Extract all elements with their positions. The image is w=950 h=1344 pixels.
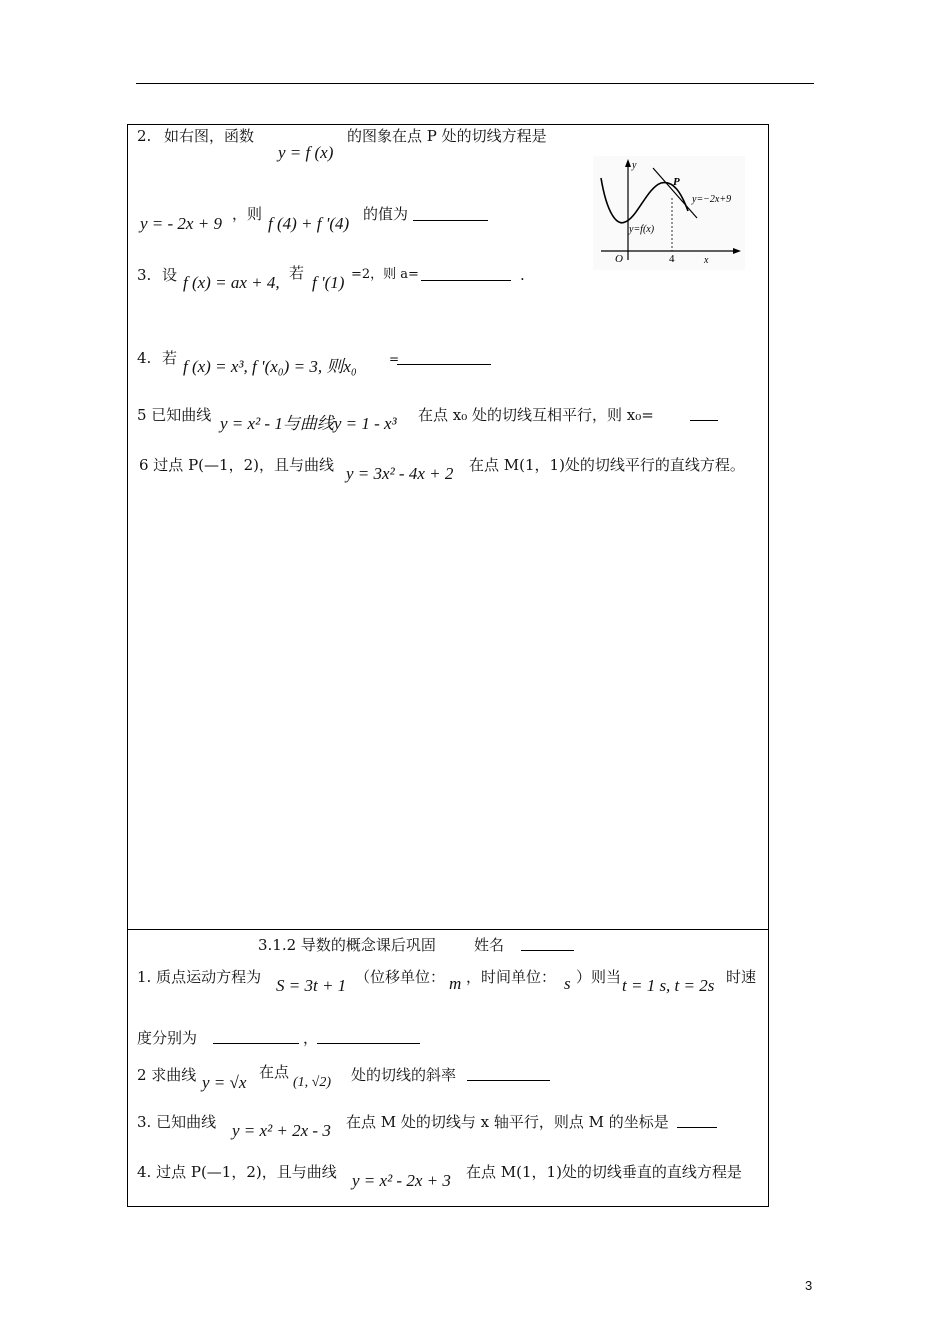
figure-x-axis-label: x: [704, 255, 709, 266]
p1-comma: ，: [303, 1029, 319, 1047]
header-rule: [136, 83, 814, 84]
p4-text1: 4. 过点 P(—1，2)，且与曲线: [137, 1163, 337, 1181]
q4-answer-blank[interactable]: [397, 350, 491, 365]
figure-curve-label: y=f(x): [629, 224, 655, 235]
q5-text2: 在点 x₀ 处的切线互相平行，则 x₀=: [418, 406, 654, 424]
p1-formula-motion: S = 3t + 1: [276, 976, 347, 995]
p2-text3: 处的切线的斜率: [351, 1066, 457, 1084]
q3-formula-derivative: f '(1): [312, 273, 345, 292]
p2-answer-blank[interactable]: [467, 1066, 550, 1081]
p2-text1: 2 求曲线: [137, 1066, 197, 1084]
q2-text4: 的值为: [363, 205, 409, 223]
q3-text2: 若: [289, 264, 305, 282]
figure-point-label: P: [673, 176, 680, 188]
q3-answer-blank[interactable]: [421, 266, 511, 281]
q2-answer-blank[interactable]: [413, 206, 488, 221]
figure-tangent-label: y=−2x+9: [692, 194, 732, 205]
q2-text1: 如右图，函数: [164, 127, 255, 145]
page-number: 3: [805, 1278, 813, 1293]
figure-y-axis-label: y: [632, 160, 637, 171]
function-graph-figure: [593, 156, 745, 270]
p1-text4: ）则当: [576, 968, 622, 986]
p1-answer-blank-1[interactable]: [213, 1029, 299, 1044]
q2-formula-function: y = f (x): [278, 143, 334, 162]
p3-answer-blank[interactable]: [677, 1113, 717, 1128]
p1-line2-text: 度分别为: [137, 1029, 198, 1047]
q2-number: 2.: [137, 127, 152, 145]
q6-formula: y = 3x² - 4x + 2: [346, 464, 454, 483]
q5-answer-blank[interactable]: [690, 406, 718, 421]
p2-formula-point: (1, √2): [293, 1075, 332, 1090]
q3-text1: 设: [162, 266, 178, 284]
p2-text2: 在点: [259, 1063, 290, 1081]
p4-text2: 在点 M(1，1)处的切线垂直的直线方程是: [466, 1163, 742, 1181]
p1-unit-m: m: [449, 974, 462, 993]
q3-text3: =2，则 a=: [351, 267, 419, 282]
q3-number: 3.: [137, 266, 152, 284]
q3-formula-function: f (x) = ax + 4,: [183, 273, 280, 292]
p3-text1: 3. 已知曲线: [137, 1113, 217, 1131]
p1-unit-s: s: [564, 974, 571, 993]
p1-text2: （位移单位：: [355, 968, 446, 986]
q3-period: .: [520, 266, 525, 284]
q4-number: 4.: [137, 349, 152, 367]
p3-text2: 在点 M 处的切线与 x 轴平行，则点 M 的坐标是: [346, 1113, 669, 1131]
q5-formula: y = x² - 1与曲线y = 1 - x³: [220, 414, 397, 433]
q4-text1: 若: [162, 349, 178, 367]
q2-text2: 的图象在点 P 处的切线方程是: [347, 127, 547, 145]
p1-answer-blank-2[interactable]: [317, 1029, 420, 1044]
figure-x-tick-label: 4: [669, 253, 675, 265]
p2-formula-curve: y = √x: [202, 1073, 247, 1092]
q2-formula-sum: f (4) + f '(4): [268, 214, 350, 233]
q4-equals: =: [389, 352, 400, 366]
p1-text1: 1. 质点运动方程为: [137, 968, 262, 986]
p1-formula-times: t = 1 s, t = 2s: [622, 976, 715, 995]
q2-formula-tangent: y = - 2x + 9: [140, 214, 222, 233]
q2-text3: ，则: [232, 205, 263, 223]
p4-formula: y = x² - 2x + 3: [352, 1171, 451, 1190]
p1-text3: ，时间单位：: [466, 968, 557, 986]
p1-text5: 时速: [726, 968, 757, 986]
figure-origin-label: O: [615, 253, 623, 265]
q5-text1: 5 已知曲线: [137, 406, 212, 424]
section2-title: 3.1.2 导数的概念课后巩固: [258, 936, 436, 954]
p3-formula: y = x² + 2x - 3: [232, 1121, 331, 1140]
name-field[interactable]: [521, 936, 574, 951]
q4-formula: f (x) = x³, f '(x₀) = 3, 则x₀: [183, 357, 357, 376]
q6-text2: 在点 M(1，1)处的切线平行的直线方程。: [469, 456, 745, 474]
section2-name-label: 姓名: [474, 936, 505, 954]
q6-text1: 6 过点 P(—1，2)，且与曲线: [139, 456, 334, 474]
